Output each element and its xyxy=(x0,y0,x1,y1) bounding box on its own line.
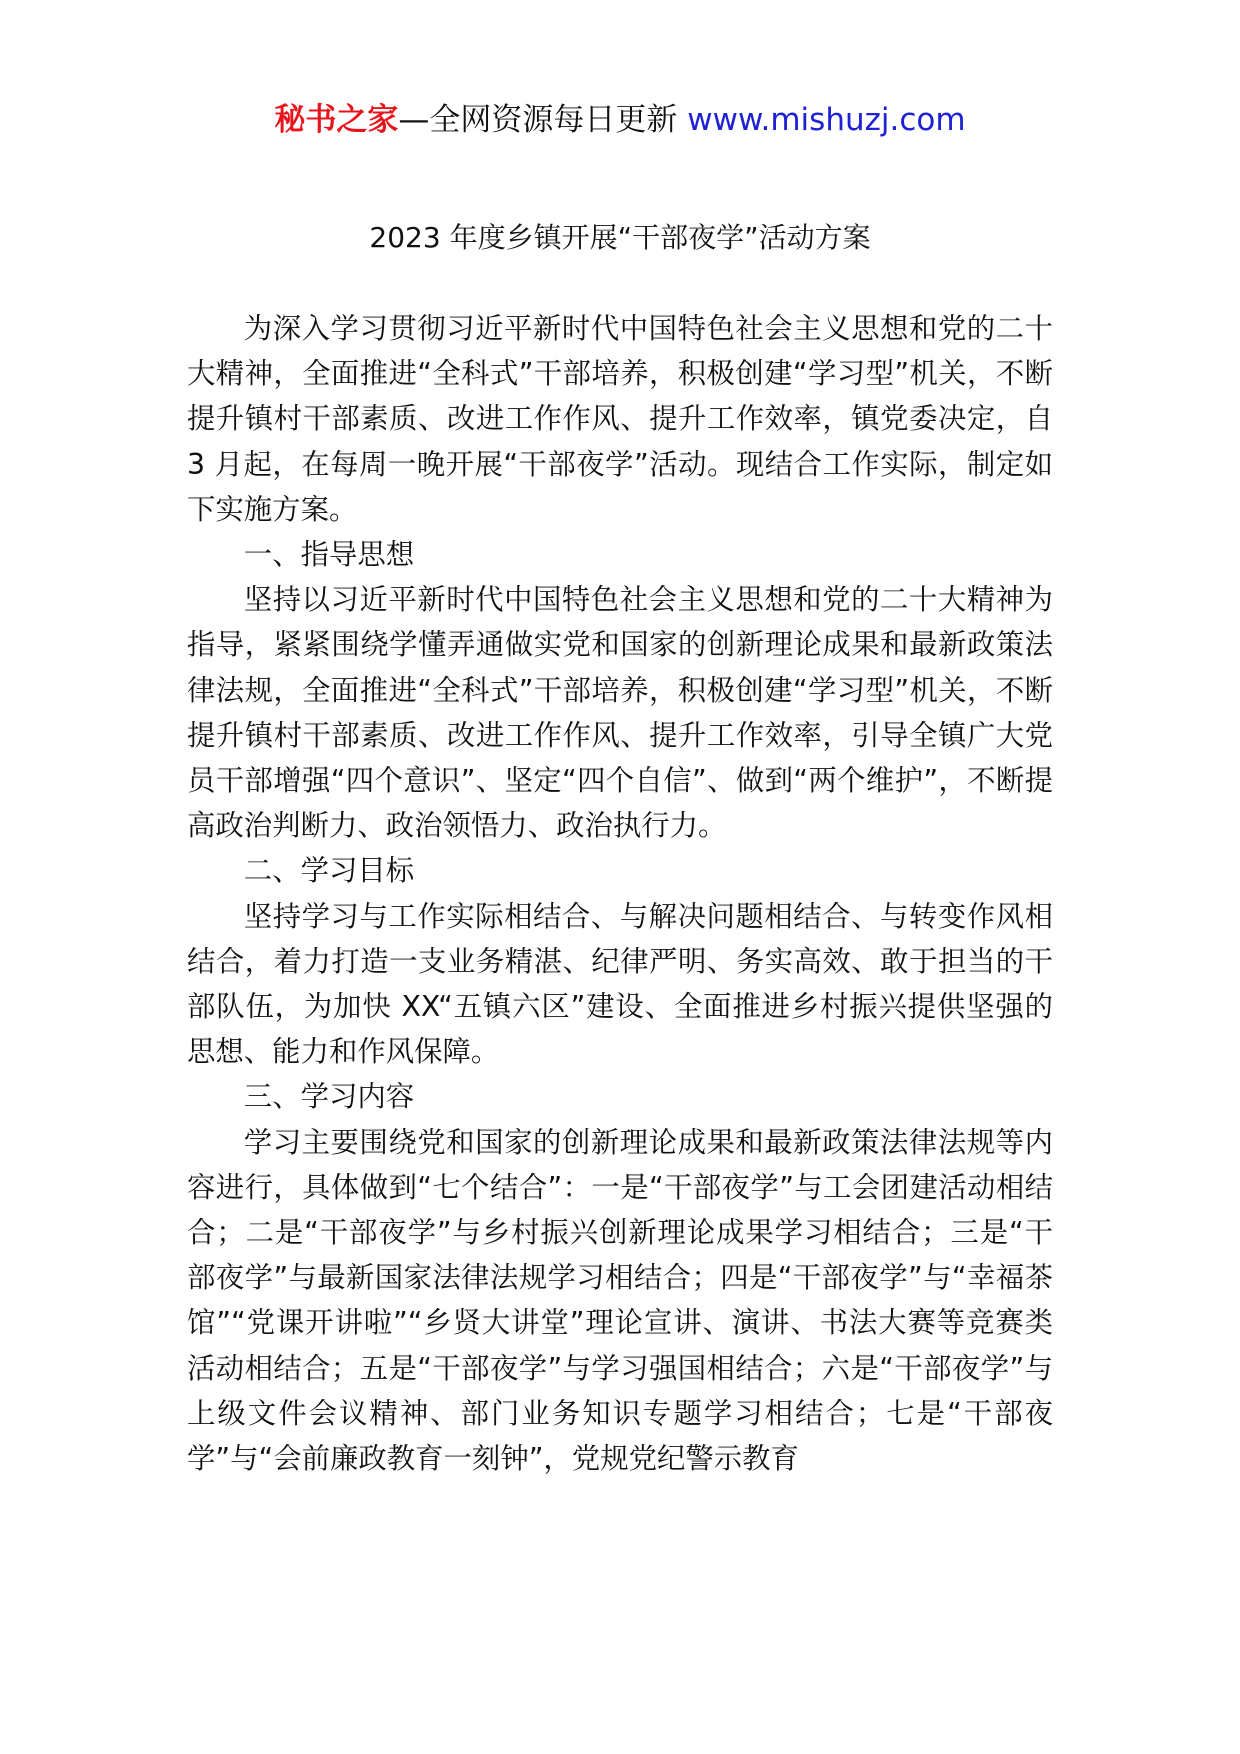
learning-goals-paragraph: 坚持学习与工作实际相结合、与解决问题相结合、与转变作风相结合，着力打造一支业务精湛、纪律严明、务实高效、敢于担当的干部队伍，为加快 XX“五镇六区”建设、全面推进乡村振兴提供坚强的思想、能力和作风保障。 xyxy=(187,899,1053,1069)
section-heading-learning-goals: 二、学习目标 xyxy=(243,854,415,888)
site-url-link[interactable]: www.mishuzj.com xyxy=(687,102,966,138)
intro-paragraph: 为深入学习贯彻习近平新时代中国特色社会主义思想和党的二十大精神，全面推进“全科式”干部培养，积极创建“学习型”机关，不断提升镇村干部素质、改进工作作风、提升工作效率，镇党委决定，自 3 月起，在每周一晚开展“干部夜学”活动。现结合工作实际，制定如下实施方案。 xyxy=(187,312,1053,526)
site-header xyxy=(0,98,1240,142)
document-body xyxy=(187,306,1053,1481)
guiding-ideology-paragraph: 坚持以习近平新时代中国特色社会主义思想和党的二十大精神为指导，紧紧围绕学懂弄通做实党和国家的创新理论成果和最新政策法律法规，全面推进“全科式”干部培养，积极创建“学习型”机关，不断提升镇村干部素质、改进工作作风、提升工作效率，引导全镇广大党员干部增强“四个意识”、坚定“四个自信”、做到“两个维护”，不断提高政治判断力、政治领悟力、政治执行力。 xyxy=(187,583,1053,843)
document-title: 2023 年度乡镇开展“干部夜学”活动方案 xyxy=(369,221,871,254)
section-heading-learning-content: 三、学习内容 xyxy=(243,1080,415,1114)
site-tagline: —全网资源每日更新 xyxy=(398,102,678,138)
section-heading-guiding-ideology: 一、指导思想 xyxy=(243,538,415,572)
learning-content-paragraph: 学习主要围绕党和国家的创新理论成果和最新政策法律法规等内容进行，具体做到“七个结合”：一是“干部夜学”与工会团建活动相结合；二是“干部夜学”与乡村振兴创新理论成果学习相结合；三是“干部夜学”与最新国家法律法规学习相结合；四是“干部夜学”与“幸福茶馆”“党课开讲啦”“乡贤大讲堂”理论宣讲、演讲、书法大赛等竞赛类活动相结合；五是“干部夜学”与学习强国相结合；六是“干部夜学”与上级文件会议精神、部门业务知识专题学习相结合；七是“干部夜学”与“会前廉政教育一刻钟”，党规党纪警示教育 xyxy=(187,1125,1053,1476)
site-brand: 秘书之家 xyxy=(274,102,399,138)
